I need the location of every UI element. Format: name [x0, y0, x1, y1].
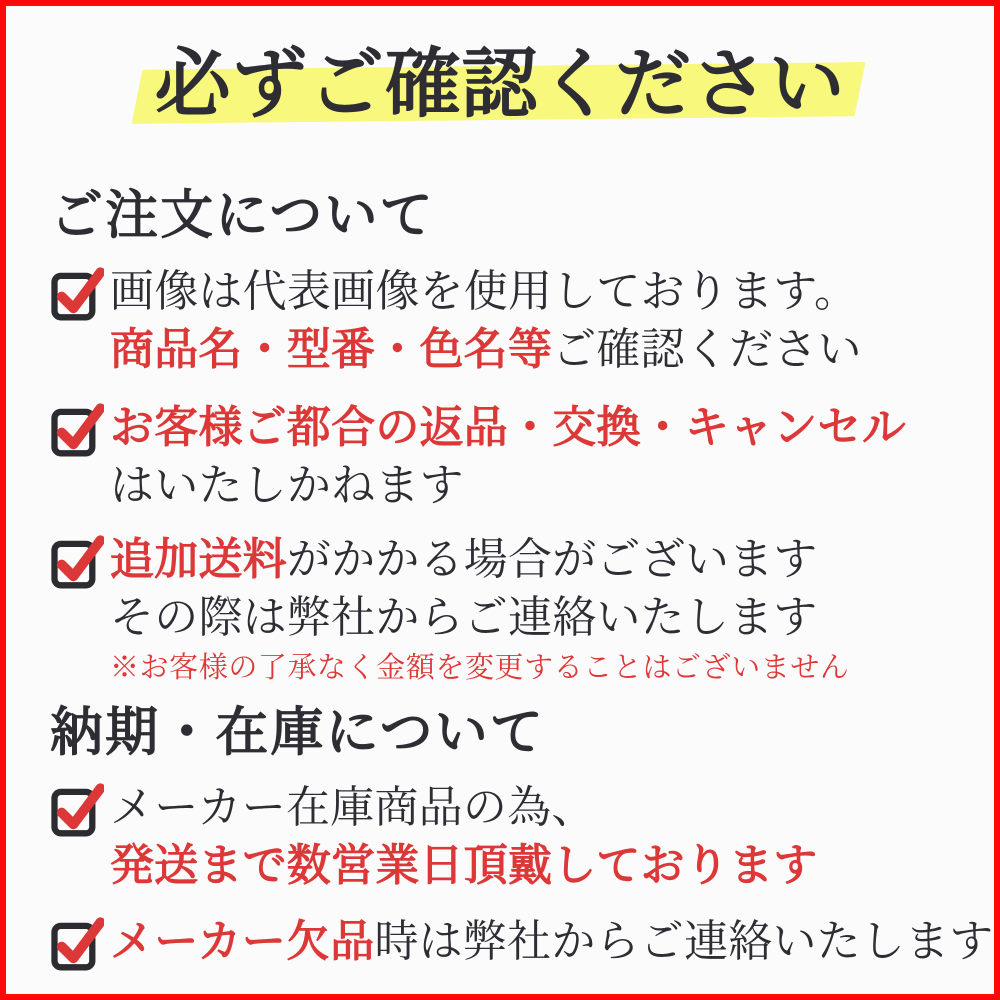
disclaimer-note: ※お客様の了承なく金額を変更することはございません [110, 649, 850, 684]
text-segment: ご確認ください [552, 323, 862, 375]
checklist-item-returns [50, 399, 954, 515]
checked-checkbox-icon [50, 779, 104, 839]
page-title-text: 必ずご確認ください [154, 39, 846, 128]
page-title [155, 28, 846, 140]
checked-checkbox-icon [50, 263, 104, 323]
checklist-item-extra-shipping [50, 531, 954, 687]
checked-checkbox-icon [50, 913, 104, 973]
text-segment: 画像は代表画像を使用しております。 [110, 265, 859, 317]
text-segment-emphasis: 発送まで数営業日頂戴しております [110, 840, 818, 892]
item-text [110, 913, 994, 971]
checked-checkbox-icon [50, 399, 104, 459]
section-order-heading: ご注文について [50, 184, 435, 246]
item-text [110, 531, 850, 687]
text-segment: その際は弊社からご連絡いたします [110, 591, 818, 643]
text-segment-emphasis: 商品名・型番・色名等 [110, 323, 553, 375]
checklist-item-product-image [50, 263, 954, 379]
text-segment: がかかる場合がございます [286, 533, 818, 585]
item-text [110, 399, 906, 515]
text-segment-emphasis: メーカー欠品 [110, 916, 375, 968]
item-text [110, 779, 818, 895]
section-stock [50, 700, 994, 974]
item-text [110, 263, 862, 379]
notice-content [6, 184, 994, 973]
checked-checkbox-icon [50, 531, 104, 591]
text-segment: 時は弊社からご連絡いたします [374, 916, 994, 968]
page-header [6, 6, 994, 140]
text-segment-emphasis: 追加送料 [110, 533, 287, 585]
checklist-item-lead-time [50, 779, 954, 895]
section-order [50, 184, 954, 687]
section-stock-heading: 納期・在庫について [50, 700, 546, 763]
text-segment-emphasis: お客様ご都合の返品・交換・キャンセル [110, 401, 906, 453]
text-segment: メーカー在庫商品の為、 [110, 782, 596, 834]
text-segment: はいたしかねます [110, 459, 464, 511]
checklist-item-out-of-stock [50, 913, 994, 973]
